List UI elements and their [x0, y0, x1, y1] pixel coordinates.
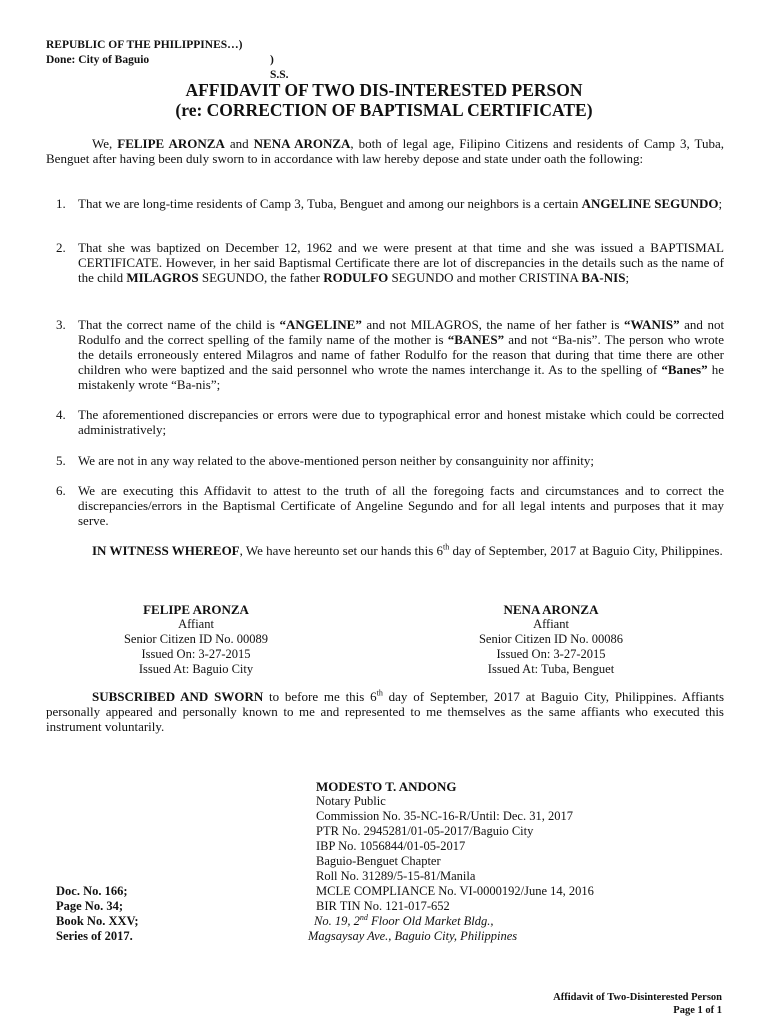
venue-ss: ) S.S. — [270, 54, 289, 81]
item-bold: MILAGROS — [126, 270, 199, 285]
item-text: We are executing this Affidavit to attest to the truth of all the foregoing facts and circumstances and to correct the discrepancies/errors in the Baptismal Certificate of Angeline Segundo and for all legal intents and purposes that it may serve. — [78, 483, 724, 528]
document-title — [0, 80, 768, 120]
list-number: 4. — [56, 407, 66, 422]
notary-address-text: No. 19, 2 — [314, 914, 360, 928]
witness-lead: IN WITNESS WHEREOF — [92, 543, 240, 558]
intro-text: and — [229, 136, 249, 151]
item-bold: “ANGELINE” — [279, 317, 362, 332]
witness-text: , We have hereunto set our hands this 6 — [239, 543, 444, 558]
affiant-2-name: NENA ARONZA — [503, 602, 599, 617]
item-text: That the correct name of the child is — [78, 317, 275, 332]
item-text: The aforementioned discrepancies or errors were due to typographical error and honest mistake which could be corrected administratively; — [78, 407, 724, 437]
affiant-2-id: Senior Citizen ID No. 00086 — [478, 632, 624, 646]
list-number: 6. — [56, 483, 66, 498]
item-text: SEGUNDO, the father — [201, 270, 320, 285]
notary-ptr: PTR No. 2945281/01-05-2017/Baguio City — [316, 824, 534, 838]
affiant-2-issued-on: Issued On: 3-27-2015 — [496, 647, 606, 661]
list-number: 2. — [56, 240, 66, 255]
witness-text: day of September, 2017 at Baguio City, Philippines. — [449, 543, 723, 558]
affiant-name-1: FELIPE ARONZA — [117, 136, 225, 151]
item-text: and not Rodulfo and the correct spelling of the family name of the mother is — [78, 317, 725, 347]
notary-mcle: MCLE COMPLIANCE No. VI-0000192/June 14, 2016 — [316, 884, 594, 898]
notary-address-text: Floor Old Market Bldg., — [367, 914, 494, 928]
series-year: Series of 2017. — [56, 929, 133, 943]
list-item — [46, 483, 724, 528]
notary-name: MODESTO T. ANDONG — [316, 779, 457, 794]
doc-number: Doc. No. 166; — [56, 884, 128, 898]
title-line2: (re: CORRECTION OF BAPTISMAL CERTIFICATE) — [175, 100, 593, 120]
intro-paragraph — [46, 136, 724, 166]
intro-text: We, — [92, 136, 113, 151]
witness-paragraph — [46, 543, 724, 558]
affiant-signature-2 — [441, 602, 661, 677]
page-footer — [553, 991, 722, 1017]
item-bold: ANGELINE SEGUNDO — [581, 196, 719, 211]
item-text: ; — [718, 196, 723, 211]
notary-roll: Roll No. 31289/5-15-81/Manila — [316, 869, 476, 883]
affiant-name-2: NENA ARONZA — [253, 136, 351, 151]
notary-commission: Commission No. 35-NC-16-R/Until: Dec. 31, 2017 — [316, 809, 573, 823]
affiant-1-issued-at: Issued At: Baguio City — [138, 662, 254, 676]
jurat-paragraph — [46, 689, 724, 734]
notary-ibp: IBP No. 1056844/01-05-2017 — [316, 839, 466, 853]
item-text: he mistakenly wrote “Ba-nis”; — [78, 362, 725, 392]
notary-tin: BIR TIN No. 121-017-652 — [316, 899, 450, 913]
jurat-lead: SUBSCRIBED AND SWORN — [92, 689, 264, 704]
affiant-1-id: Senior Citizen ID No. 00089 — [123, 632, 269, 646]
affiant-2-issued-at: Issued At: Tuba, Benguet — [487, 662, 615, 676]
list-item — [46, 453, 724, 468]
list-number: 3. — [56, 317, 66, 332]
footer-page: Page 1 of 1 — [673, 1005, 722, 1016]
list-item — [46, 240, 724, 285]
item-text: and not “Ba-nis”. The person who wrote the details erroneously entered Milagros and name of father Rodulfo for the reason that during that time there are other children who were baptized and the said personnel who wrote the names interchange it. As to the spelling of — [78, 332, 725, 377]
jurat-text: day of September, 2017 at Baguio City, Philippines. Affiants personally appeared and personally known to me and represented to me themselves as the same affiants who executed this instrument voluntarily. — [46, 689, 725, 734]
item-bold: “BANES” — [447, 332, 505, 347]
page-number: Page No. 34; — [56, 899, 123, 913]
notary-address-1 — [314, 914, 594, 929]
item-text: SEGUNDO and mother CRISTINA — [391, 270, 579, 285]
list-item — [46, 317, 724, 392]
jurat-sup: th — [376, 688, 383, 698]
notary-title: Notary Public — [316, 794, 386, 808]
intro-text: , both of legal age, Filipino Citizens and residents of Camp 3, Tuba, Benguet after having been duly sworn to in accordance with law hereby depose and state under oath the following: — [46, 136, 724, 166]
list-number: 5. — [56, 453, 66, 468]
item-text: That we are long-time residents of Camp 3, Tuba, Benguet and among our neighbors is a certain — [78, 196, 579, 211]
item-text: and not MILAGROS, the name of her father is — [366, 317, 620, 332]
item-text: We are not in any way related to the above-mentioned person neither by consanguinity nor affinity; — [78, 453, 595, 468]
venue-republic: REPUBLIC OF THE PHILIPPINES…) — [46, 39, 243, 51]
affiant-1-issued-on: Issued On: 3-27-2015 — [141, 647, 251, 661]
list-number: 1. — [56, 196, 66, 211]
notary-block — [308, 779, 594, 944]
venue-done-line — [46, 53, 289, 81]
item-text: That she was baptized on December 12, 1962 and we were present at that time and she was issued a BAPTISMAL CERTIFICATE. However, in her said Baptismal Certificate there are lot of discrepancies in the details such as the name of the child — [78, 240, 724, 285]
notary-address-2: Magsaysay Ave., Baguio City, Philippines — [308, 929, 518, 943]
notary-chapter: Baguio-Benguet Chapter — [316, 854, 441, 868]
list-item — [46, 196, 724, 211]
list-item — [46, 407, 724, 437]
venue-done: Done: City of Baguio — [46, 54, 150, 66]
item-bold: “Banes” — [661, 362, 708, 377]
venue-block — [46, 38, 289, 81]
book-number: Book No. XXV; — [56, 914, 139, 928]
item-text: ; — [625, 270, 630, 285]
jurat-text: to before me this 6 — [263, 689, 377, 704]
notary-address-sup: nd — [359, 912, 368, 922]
item-bold: RODULFO — [323, 270, 389, 285]
affiant-1-role: Affiant — [178, 617, 214, 631]
witness-sup: th — [443, 542, 450, 552]
item-bold: BA-NIS — [581, 270, 626, 285]
title-line1: AFFIDAVIT OF TWO DIS-INTERESTED PERSON — [185, 80, 583, 100]
affiant-1-name: FELIPE ARONZA — [143, 602, 249, 617]
affiant-2-role: Affiant — [533, 617, 569, 631]
item-bold: “WANIS” — [624, 317, 680, 332]
affiant-signature-1 — [86, 602, 306, 677]
footer-title: Affidavit of Two-Disinterested Person — [553, 992, 722, 1003]
doc-info — [56, 884, 139, 944]
